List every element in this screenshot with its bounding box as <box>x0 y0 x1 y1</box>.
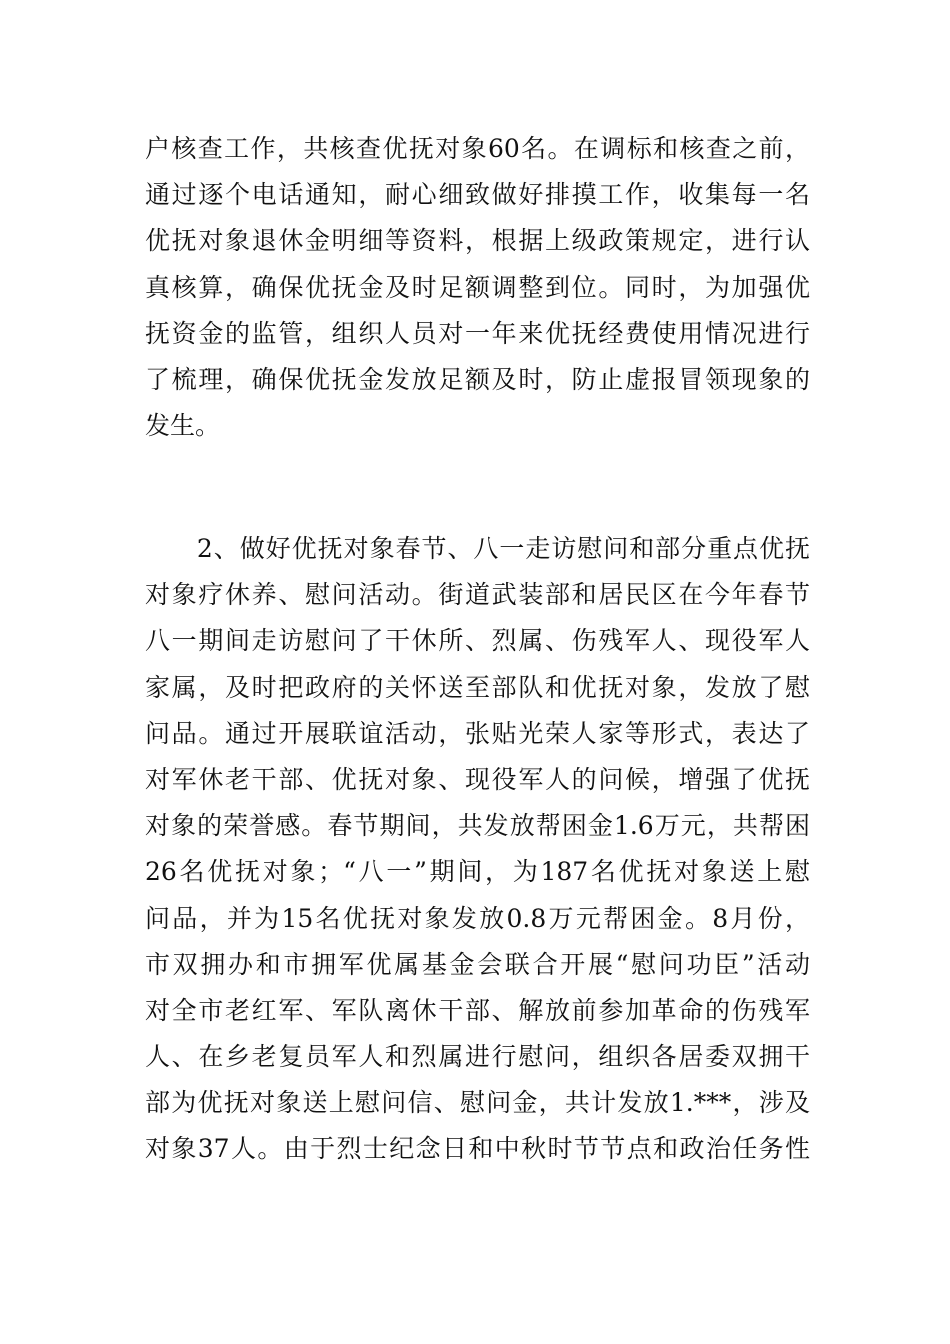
paragraph-line: 抚资金的监管，组织人员对一年来优抚经费使用情况进行 <box>145 318 810 348</box>
paragraph-line: 优抚对象退休金明细等资料，根据上级政策规定，进行认 <box>145 226 810 256</box>
paragraph-line: 问品，并为15名优抚对象发放0.8万元帮困金。8月份， <box>145 903 810 933</box>
paragraph-line: 人、在乡老复员军人和烈属进行慰问，组织各居委双拥干 <box>145 1042 810 1072</box>
paragraph-line: 对象疗休养、慰问活动。街道武装部和居民区在今年春节 <box>145 580 810 610</box>
paragraph-line: 问品。通过开展联谊活动，张贴光荣人家等形式，表达了 <box>145 718 810 748</box>
paragraph-line: 对军休老干部、优抚对象、现役军人的问候，增强了优抚 <box>145 764 810 794</box>
paragraph-verification <box>145 126 810 449</box>
paragraph-line: 26名优抚对象；“八一”期间，为187名优抚对象送上慰 <box>145 857 810 887</box>
paragraph-line: 通过逐个电话通知，耐心细致做好排摸工作，收集每一名 <box>145 180 810 210</box>
paragraph-line: 发生。 <box>145 411 221 441</box>
paragraph-line: 真核算，确保优抚金及时足额调整到位。同时，为加强优 <box>145 272 810 302</box>
paragraph-line: 部为优抚对象送上慰问信、慰问金，共计发放1.***，涉及 <box>145 1088 810 1118</box>
paragraph-line: 八一期间走访慰问了干休所、烈属、伤残军人、现役军人 <box>145 626 810 656</box>
paragraph-line: 户核查工作，共核查优抚对象60名。在调标和核查之前， <box>145 134 810 163</box>
paragraph-line: 了梳理，确保优抚金发放足额及时，防止虚报冒领现象的 <box>145 364 810 394</box>
paragraph-line: 对象的荣誉感。春节期间，共发放帮困金1.6万元，共帮困 <box>145 811 810 841</box>
paragraph-line: 2、做好优抚对象春节、八一走访慰问和部分重点优抚 <box>145 534 810 563</box>
paragraph-line: 对全市老红军、军队离休干部、解放前参加革命的伤残军 <box>145 995 810 1025</box>
paragraph-line: 对象37人。由于烈士纪念日和中秋时节节点和政治任务性 <box>145 1134 810 1164</box>
paragraph-line: 市双拥办和市拥军优属基金会联合开展“慰问功臣”活动 <box>145 949 810 979</box>
paragraph-line: 家属，及时把政府的关怀送至部队和优抚对象，发放了慰 <box>145 672 810 702</box>
paragraph-visits <box>145 526 810 1173</box>
